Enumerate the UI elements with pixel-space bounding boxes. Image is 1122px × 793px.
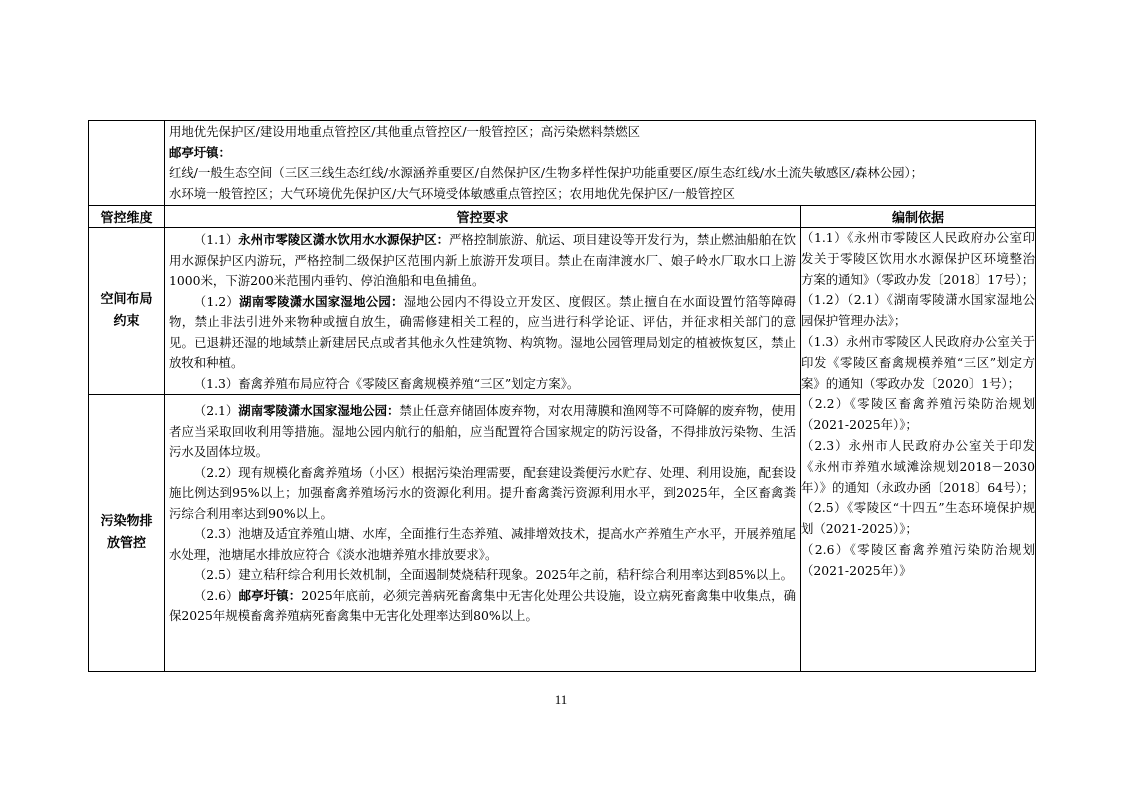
pollution-item-2-6-text: 2025年底前，必须完善病死畜禽集中无害化处理公共设施，设立病死畜禽集中收集点，确保2025年规模畜禽养殖病死畜禽集中无害化处理率达到80%以上。 [169, 587, 796, 623]
space-item-1-1-text: 严格控制旅游、航运、项目建设等开发行为，禁止燃油船舶在饮用水源保护区内游玩，严格控制二级保护区范围内新上旅游开发项目。禁止在南津渡水厂、娘子岭水厂取水口上游1000米，下游200米范围内垂钓、停泊渔船和电鱼捕鱼。 [169, 232, 796, 288]
space-item-1-1-num: （1.1） [193, 232, 239, 247]
pollution-item-2-6-title: 邮亭圩镇： [238, 587, 302, 603]
pollution-item-2-1-title: 湖南零陵潇水国家湿地公园： [238, 403, 400, 418]
pollution-item-2-3: （2.3）池塘及适宜养殖山塘、水库，全面推行生态养殖、减排增效技术，提高水产养殖生产水平，开展养殖尾水处理，池塘尾水排放应符合《淡水池塘养殖水排放要求》。 [169, 526, 796, 562]
space-row [89, 228, 1036, 395]
top-line-1: 用地优先保护区/建设用地重点管控区/其他重点管控区/一般管控区；高污染燃料禁燃区 [169, 124, 640, 139]
top-line-4: 水环境一般管控区；大气环境优先保护区/大气环境受体敏感重点管控区；农用地优先保护区/一般管控区 [169, 185, 735, 201]
top-content-cell [165, 121, 1036, 206]
town-label: 邮亭圩镇： [169, 144, 231, 160]
header-row [89, 206, 1036, 228]
pollution-item-2-6-num: （2.6） [193, 587, 239, 603]
pollution-item-2-2: （2.2）现有规模化畜禽养殖场（小区）根据污染治理需要，配套建设粪便污水贮存、处理、利用设施，配套设施比例达到95%以上；加强畜禽养殖场污水的资源化利用。提升畜禽粪污资源利用水平，到2025年，全区畜禽粪污综合利用率达到90%以上。 [169, 464, 796, 521]
top-continuation-row [89, 121, 1036, 206]
basis-item-3: （1.3）永州市零陵区人民政府办公室关于印发《零陵区畜禽规模养殖“三区”划定方案》的通知（零政办发〔2020〕1号）； [801, 333, 1036, 391]
basis-item-6: （2.5）《零陵区“十四五”生态环境保护规划（2021-2025）》； [801, 500, 1036, 537]
space-item-1-1-title: 永州市零陵区潇水饮用水水源保护区： [238, 232, 449, 247]
space-item-1-2-title: 湖南零陵潇水国家湿地公园： [239, 293, 404, 309]
space-item-1-2-text: 湿地公园内不得设立开发区、度假区。禁止擅自在水面设置竹箔等障碍物，禁止非法引进外来物种或擅自放生，确需修建相关工程的，应当进行科学论证、评估，并征求相关部门的意见。已退耕还湿的地域禁止新建居民点或者其他永久性建筑物、构筑物。湿地公园管理局划定的植被恢复区，禁止放牧和种植。 [169, 293, 797, 370]
basis-item-5: （2.3）永州市人民政府办公室关于印发《永州市养殖水域滩涂规划2018－2030年）》的通知（永政办函〔2018〕64号）； [801, 437, 1036, 495]
page-number: 11 [554, 692, 568, 707]
basis-item-1: （1.1）《永州市零陵区人民政府办公室印发关于零陵区饮用水水源保护区环境整治方案的通知》（零政办发〔2018〕17号）； [801, 230, 1036, 287]
top-left-cell [89, 121, 165, 206]
header-requirements: 管控要求 [165, 206, 801, 228]
header-dimension: 管控维度 [89, 206, 165, 228]
control-table [88, 120, 1036, 672]
pollution-item-2-1 [165, 401, 800, 463]
pollution-dimension-text: 污染物排放管控 [100, 514, 153, 551]
space-dimension-text: 空间布局约束 [100, 292, 153, 329]
space-dimension-label [89, 228, 165, 395]
basis-item-7: （2.6）《零陵区畜禽养殖污染防治规划（2021-2025年）》 [801, 541, 1036, 578]
pollution-requirements-cell [165, 395, 801, 672]
pollution-item-2-1-num: （2.1） [193, 403, 239, 418]
space-item-1-3: （1.3）畜禽养殖布局应符合《零陵区畜禽规模养殖“三区”划定方案》。 [193, 375, 580, 391]
space-item-1-1 [165, 230, 800, 292]
space-item-1-2 [165, 292, 800, 374]
basis-item-4: （2.2）《零陵区畜禽养殖污染防治规划（2021-2025年）》； [801, 396, 1036, 433]
pollution-dimension-label [89, 395, 165, 672]
top-line-3: 红线/一般生态空间（三区三线生态红线/水源涵养重要区/自然保护区/生物多样性保护功能重要区/原生态红线/水土流失敏感区/森林公园）； [169, 165, 924, 180]
pollution-item-2-6 [165, 586, 800, 627]
space-requirements-cell [165, 228, 801, 395]
pollution-item-2-1-text: 禁止任意弃储固体废弃物，对农用薄膜和渔网等不可降解的废弃物，使用者应当采取回收利用等措施。湿地公园内航行的船舶，应当配置符合国家规定的防污设备，不得排放污染物、生活污水及固体垃圾。 [169, 403, 797, 459]
pollution-item-2-5: （2.5）建立秸秆综合利用长效机制，全面遏制焚烧秸秆现象。2025年之前，秸秆综合利用率达到85%以上。 [193, 567, 793, 582]
basis-cell [801, 228, 1036, 672]
basis-item-2: （1.2）（2.1）《湖南零陵潇水国家湿地公园保护管理办法》； [801, 292, 1036, 329]
space-item-1-2-num: （1.2） [193, 293, 240, 309]
header-basis: 编制依据 [801, 206, 1036, 228]
